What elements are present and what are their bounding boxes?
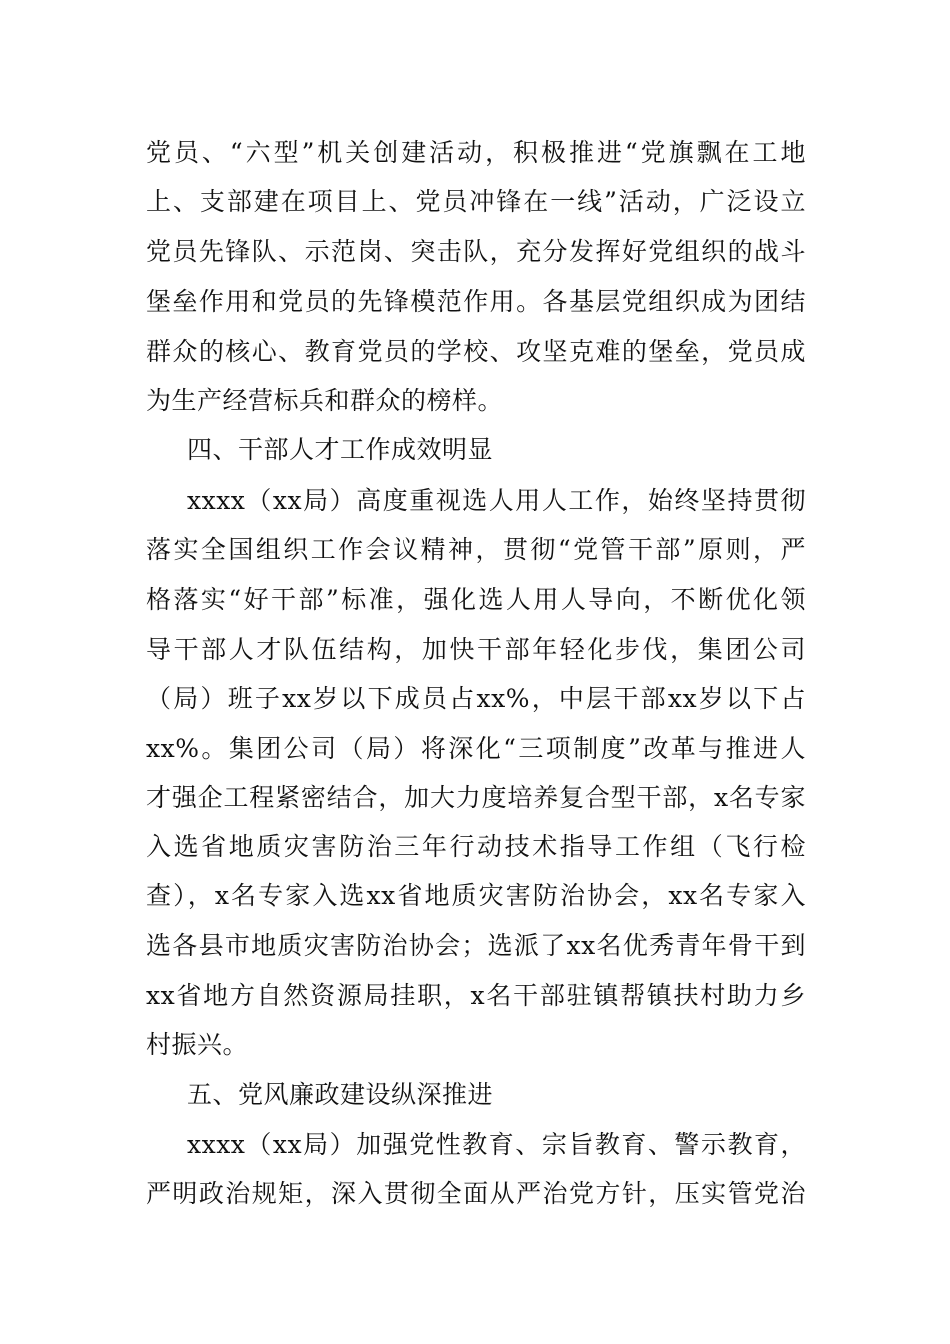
paragraph-line: 格落实“好干部”标准，强化选人用人导向，不断优化领	[146, 585, 806, 614]
section-heading: 五、党风廉政建设纵深推进	[187, 1080, 494, 1109]
paragraph-line: 党员、“六型”机关创建活动，积极推进“党旗飘在工地	[146, 138, 806, 167]
paragraph-line: xxxx（xx局）加强党性教育、宗旨教育、警示教育，	[187, 1130, 806, 1159]
paragraph-line: 村振兴。	[146, 1030, 249, 1059]
paragraph-line: xxxx（xx局）高度重视选人用人工作，始终坚持贯彻	[187, 486, 806, 515]
paragraph-line: （局）班子xx岁以下成员占xx%，中层干部xx岁以下占	[146, 684, 806, 713]
paragraph-line: xx省地方自然资源局挂职，x名干部驻镇帮镇扶村助力乡	[146, 981, 806, 1010]
paragraph-line: 入选省地质灾害防治三年行动技术指导工作组（飞行检	[146, 832, 806, 861]
paragraph-line: 导干部人才队伍结构，加快干部年轻化步伐，集团公司	[146, 635, 806, 664]
paragraph-line: 上、支部建在项目上、党员冲锋在一线”活动，广泛设立	[146, 187, 806, 216]
paragraph-line: 选各县市地质灾害防治协会；选派了xx名优秀青年骨干到	[146, 931, 806, 960]
paragraph-line: xx%。集团公司（局）将深化“三项制度”改革与推进人	[146, 734, 806, 763]
paragraph-line: 群众的核心、教育党员的学校、攻坚克难的堡垒，党员成	[146, 337, 806, 366]
paragraph-line: 党员先锋队、示范岗、突击队，充分发挥好党组织的战斗	[146, 237, 806, 266]
paragraph-line: 为生产经营标兵和群众的榜样。	[146, 386, 504, 415]
paragraph-line: 严明政治规矩，深入贯彻全面从严治党方针，压实管党治	[146, 1179, 806, 1208]
paragraph-line: 才强企工程紧密结合，加大力度培养复合型干部，x名专家	[146, 783, 806, 812]
paragraph-line: 查），x名专家入选xx省地质灾害防治协会，xx名专家入	[146, 881, 806, 910]
paragraph-line: 落实全国组织工作会议精神，贯彻“党管干部”原则，严	[146, 535, 806, 564]
section-heading: 四、干部人才工作成效明显	[187, 435, 494, 464]
paragraph-line: 堡垒作用和党员的先锋模范作用。各基层党组织成为团结	[146, 287, 806, 316]
